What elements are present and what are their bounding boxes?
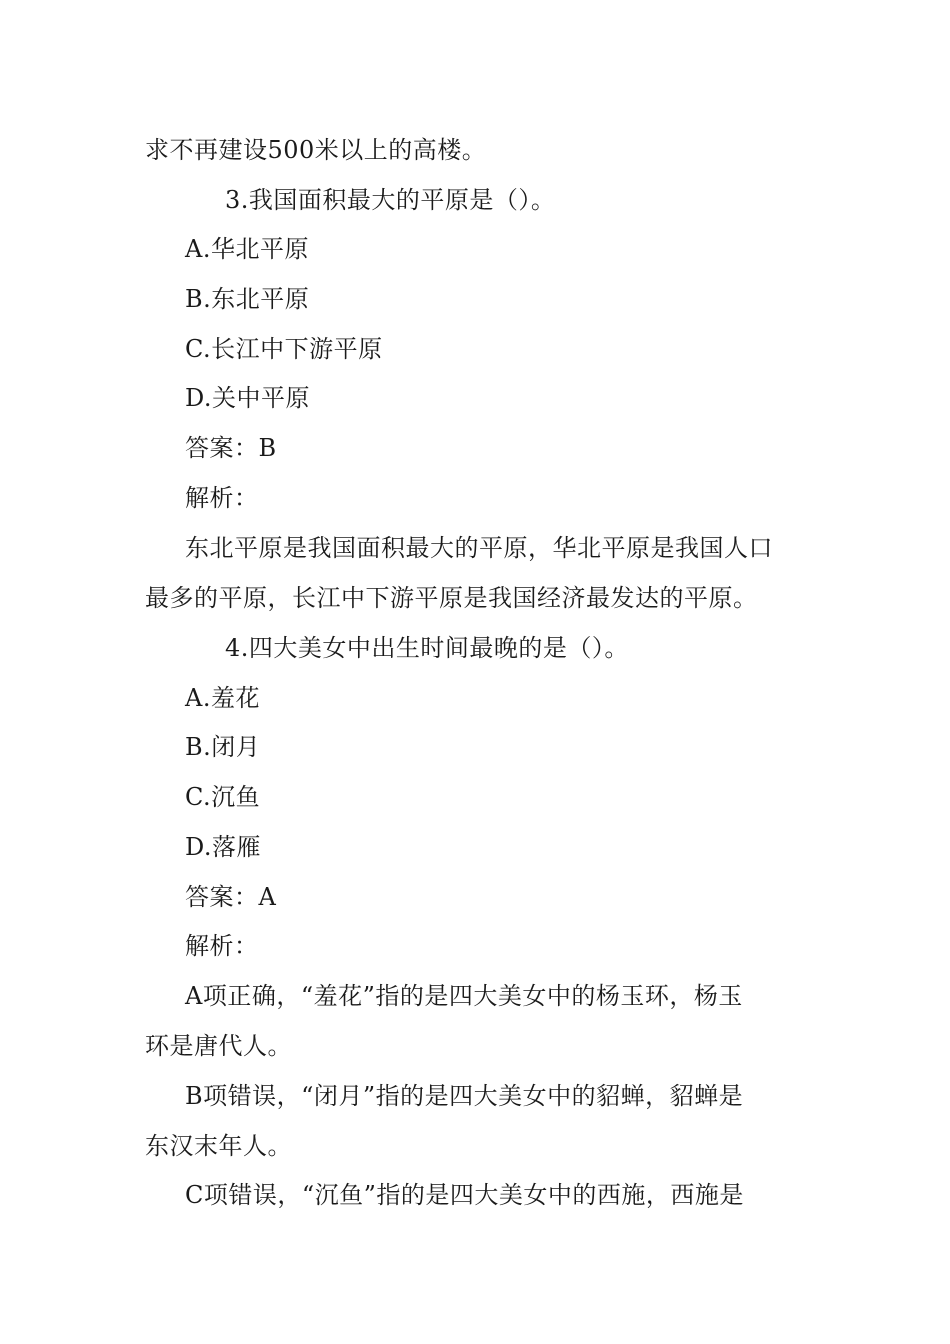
question-3-analysis-text: 最多的平原，长江中下游平原是我国经济最发达的平原。 (145, 584, 758, 612)
question-3-analysis-label: 解析： (185, 484, 259, 512)
question-3-stem: 3.我国面积最大的平原是（）。 (225, 186, 556, 214)
question-4-analysis-text: B项错误，“闭月”指的是四大美女中的貂蝉，貂蝉是 (185, 1082, 744, 1110)
question-4-analysis-text: A项正确，“羞花”指的是四大美女中的杨玉环，杨玉 (185, 982, 743, 1010)
question-4-analysis-text: 环是唐代人。 (145, 1032, 292, 1060)
question-4-option-d: D.落雁 (185, 833, 262, 861)
question-4-analysis-text: C项错误，“沉鱼”指的是四大美女中的西施，西施是 (185, 1181, 744, 1209)
question-3-option-a: A.华北平原 (185, 235, 309, 263)
question-3-answer: 答案：B (185, 434, 277, 462)
question-4-stem: 4.四大美女中出生时间最晚的是（）。 (225, 634, 629, 662)
question-3-option-d: D.关中平原 (185, 384, 311, 412)
question-3-analysis-text: 东北平原是我国面积最大的平原，华北平原是我国人口 (185, 534, 773, 562)
question-3-option-c: C.长江中下游平原 (185, 335, 383, 363)
question-4-answer: 答案：A (185, 883, 277, 911)
question-4-option-a: A.羞花 (185, 684, 260, 712)
continuation-text: 求不再建设500米以上的高楼。 (145, 136, 487, 164)
question-4-analysis-label: 解析： (185, 932, 259, 960)
question-3-option-b: B.东北平原 (185, 285, 310, 313)
question-4-analysis-text: 东汉末年人。 (145, 1132, 292, 1160)
question-4-option-c: C.沉鱼 (185, 783, 261, 811)
question-4-option-b: B.闭月 (185, 733, 261, 761)
